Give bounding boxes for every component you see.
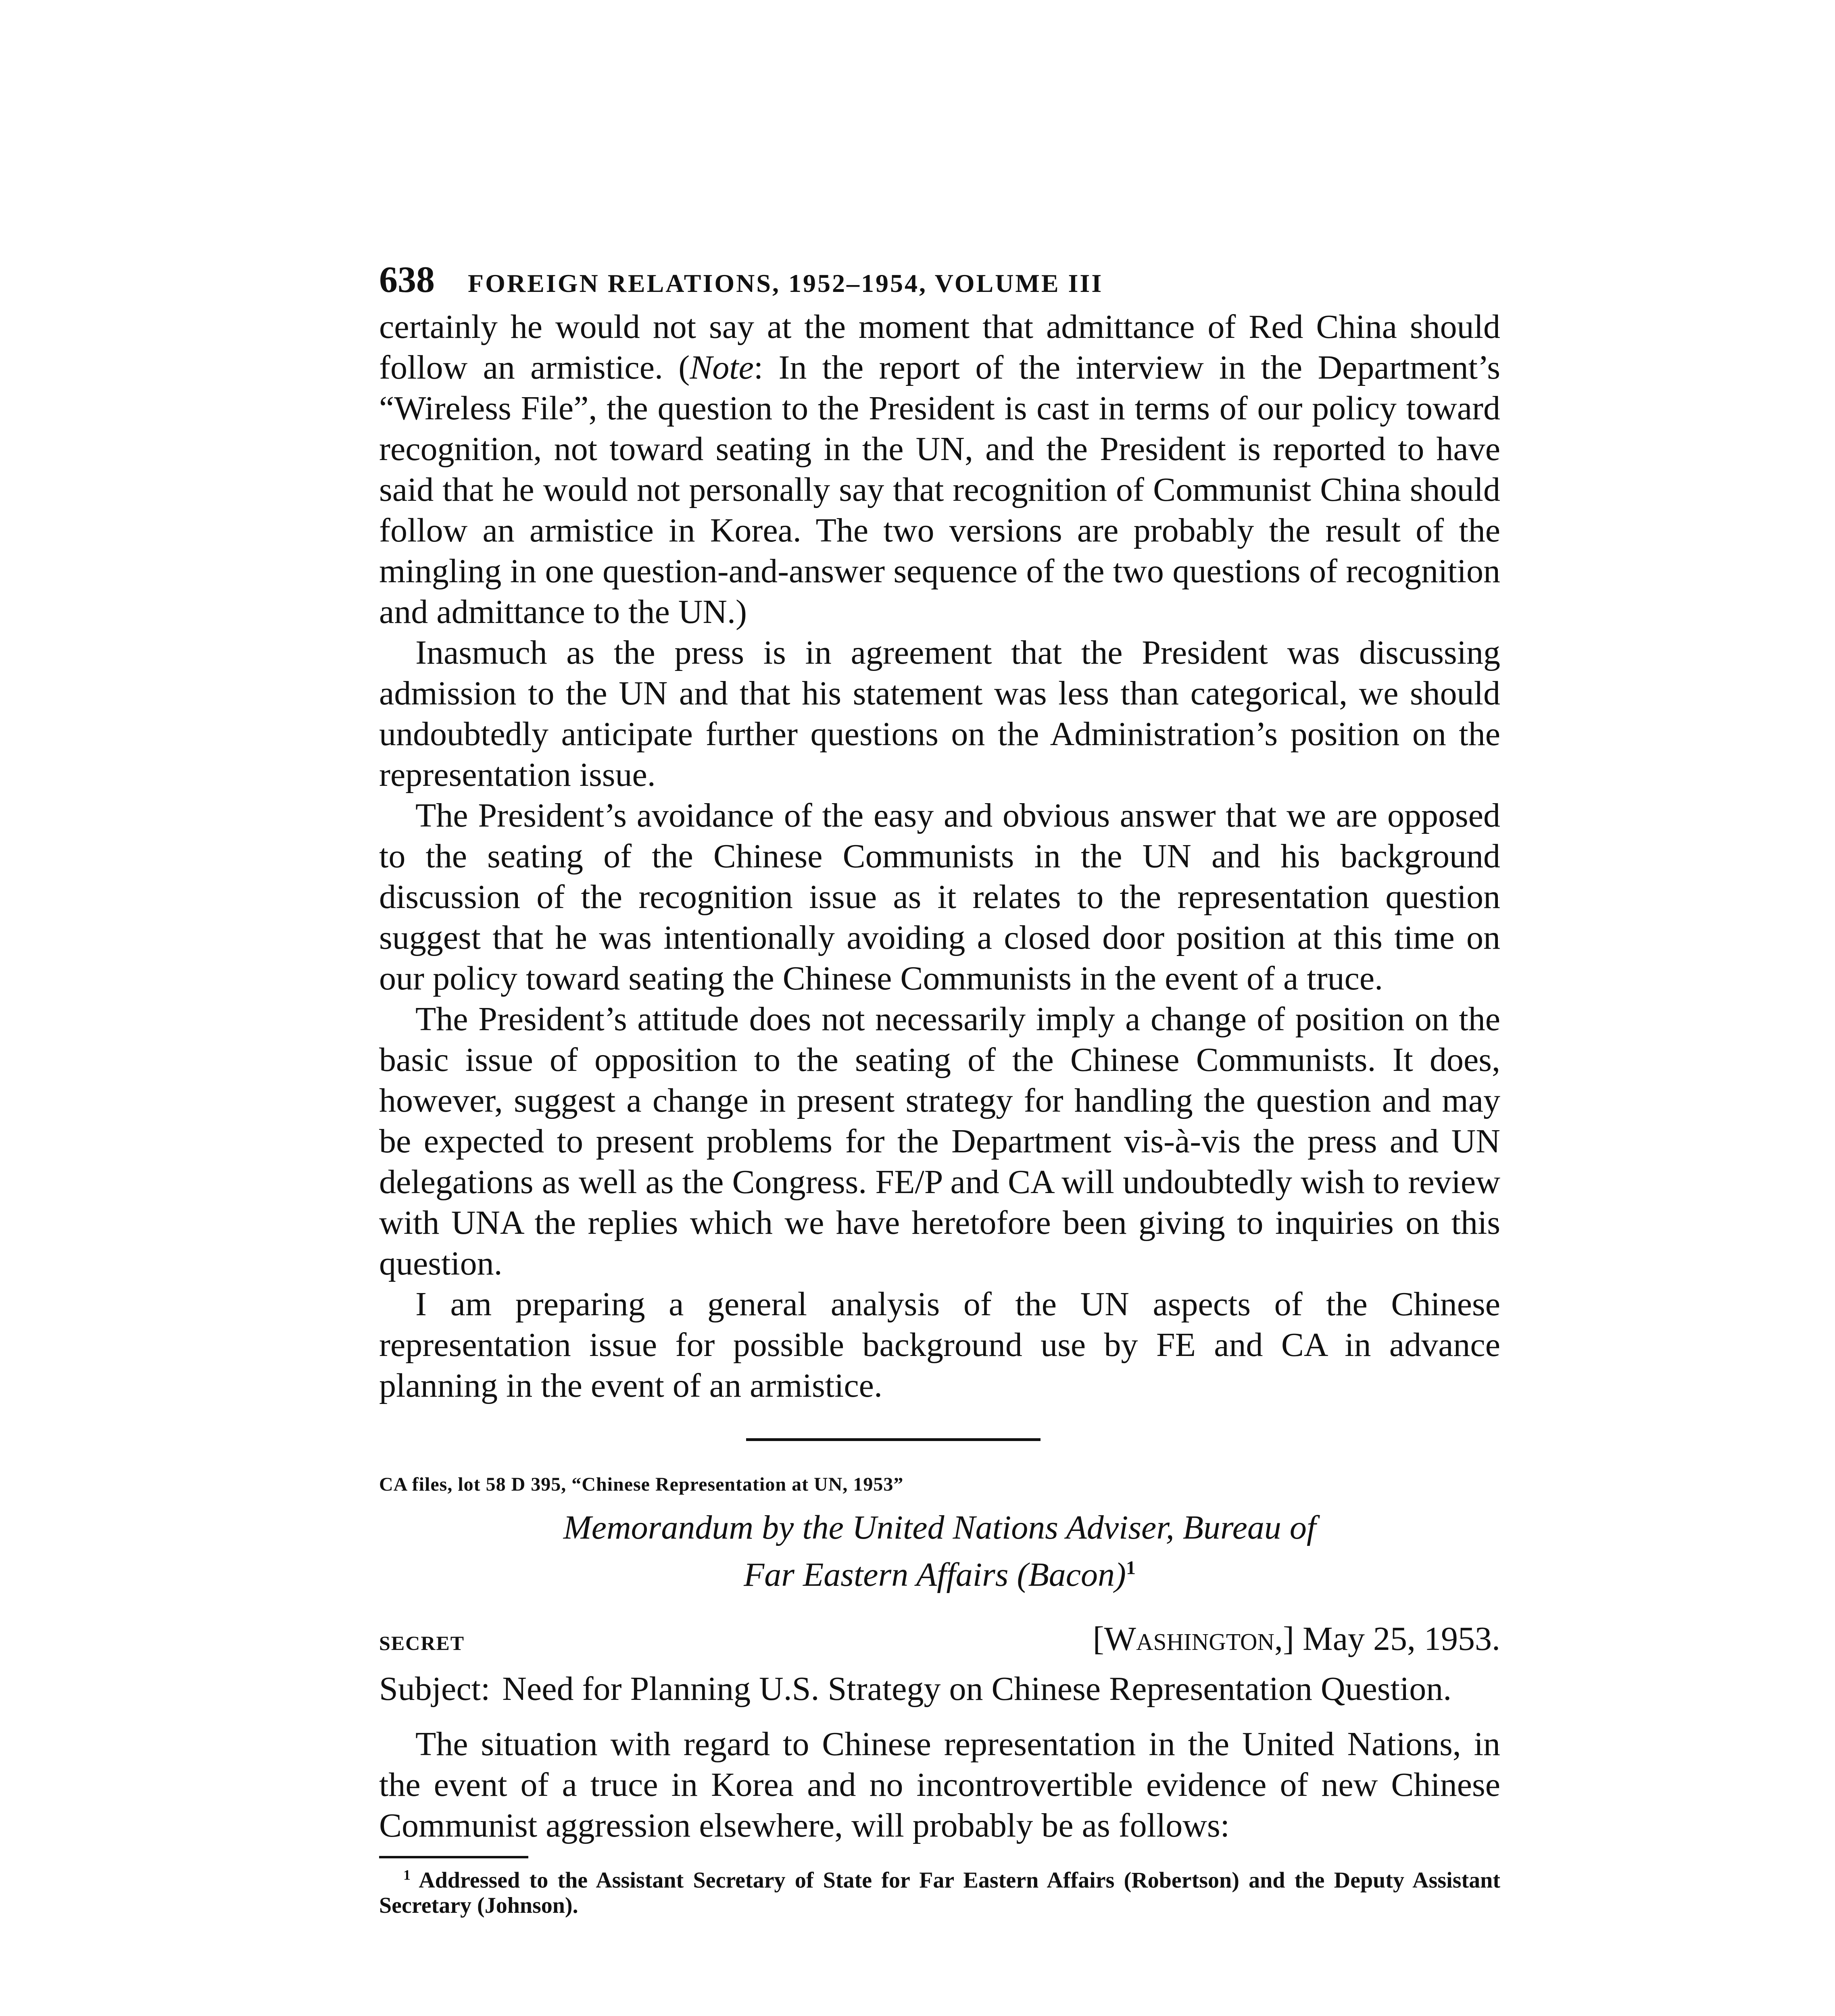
note-label: Note (690, 349, 754, 386)
section-divider (746, 1438, 1041, 1441)
place: [Washington,] (1093, 1620, 1295, 1658)
paragraph: Inasmuch as the press is in agreement that the President was discussing admission to the UN and that his statement was less than categorical, we should undoubtedly anticipate further questions on the Administration’s position on the representation issue. (379, 634, 1500, 793)
intro-paragraph: The situation with regard to Chinese representation in the United Nations, in the event of a truce in Korea and no incontrovertible evidence of new Chinese Communist aggression elsewhere, will probably be as follows: (379, 1725, 1500, 1844)
source-citation: CA files, lot 58 D 395, “Chinese Representation at UN, 1953” (379, 1474, 904, 1495)
document-page (379, 258, 1500, 1918)
paragraph: I am preparing a general analysis of the UN aspects of the Chinese representation issue for possible background use by FE and CA in advance planning in the event of an armistice. (379, 1285, 1500, 1404)
classification-label: SECRET (379, 1632, 465, 1654)
footnote-ref: 1 (1126, 1557, 1136, 1579)
running-head (379, 258, 1500, 306)
memo-title-author: Far Eastern Affairs (Bacon) (743, 1556, 1126, 1593)
paragraph-text: : In the report of the interview in the Department’s “Wireless File”, the question to the President is cast in terms of our policy toward recognition, not toward seating in the UN, and the President is reported to have said that he would not personally say that recognition of Communist China should follow an armistice in Korea. The two versions are probably the result of the mingling in one question-and-answer sequence of the two questions of recognition and admittance to the UN.) (379, 349, 1500, 631)
memo-header (379, 1619, 1500, 1658)
footnote-divider (379, 1856, 528, 1858)
subject-line (379, 1670, 1500, 1708)
memo-title (379, 1508, 1500, 1595)
running-title: FOREIGN RELATIONS, 1952–1954, VOLUME III (468, 269, 1103, 298)
subject-text: Need for Planning U.S. Strategy on Chinese Representation Question. (502, 1670, 1452, 1708)
memo-title-line (379, 1548, 1500, 1595)
subject-label: Subject: (379, 1670, 490, 1708)
paragraph-text: certainly he would not say at the moment that admittance of Red China should follow an armistice. ( (379, 308, 1500, 386)
paragraph-continuation (379, 306, 1500, 632)
page-number: 638 (379, 259, 435, 300)
footnote (379, 1862, 1500, 1918)
date: May 25, 1953. (1303, 1620, 1500, 1658)
place-date (1093, 1619, 1500, 1658)
footnote-marker: 1 (403, 1867, 411, 1883)
memo-title-line: Memorandum by the United Nations Adviser, Bureau of (563, 1509, 1316, 1546)
paragraph: The President’s avoidance of the easy and obvious answer that we are opposed to the seating of the Chinese Communists in the UN and his background discussion of the recognition issue as it relates to the representation question suggest that he was intentionally avoiding a closed door position at this time on our policy toward seating the Chinese Communists in the event of a truce. (379, 797, 1500, 997)
footnote-text: Addressed to the Assistant Secretary of State for Far Eastern Affairs (Robertson) and the Deputy Assistant Secretary (Johnson). (379, 1868, 1500, 1918)
paragraph: The President’s attitude does not necessarily imply a change of position on the basic issue of opposition to the seating of the Chinese Communists. It does, however, suggest a change in present strategy for handling the question and may be expected to present problems for the Department vis-à-vis the press and UN delegations as well as the Congress. FE/P and CA will undoubtedly wish to review with UNA the replies which we have heretofore been giving to inquiries on this question. (379, 1000, 1500, 1282)
